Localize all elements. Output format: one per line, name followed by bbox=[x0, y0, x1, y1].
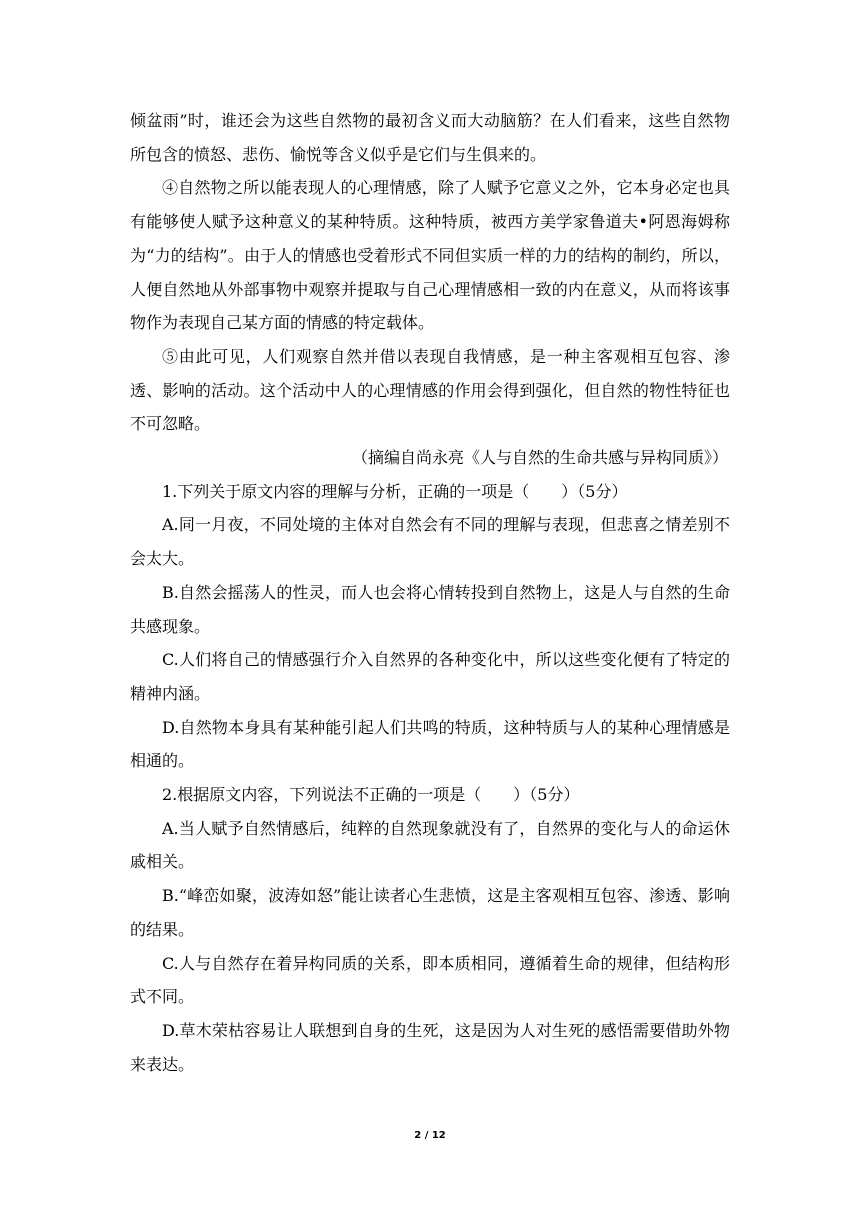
option-c: C.人与自然存在着异构同质的关系，即本质相同，遵循着生命的规律，但结构形式不同。 bbox=[130, 953, 730, 1007]
source-citation: （摘编自尚永亮《人与自然的生命共感与异构同质》） bbox=[351, 448, 728, 468]
option-d: D.草木荣枯容易让人联想到自身的生死，这是因为人对生死的感悟需要借助外物来表达。 bbox=[130, 1020, 730, 1074]
passage-paragraph: ⑤由此可见，人们观察自然并借以表现自我情感，是一种主客观相互包容、渗透、影响的活动。这个活动中人的心理情感的作用会得到强化，但自然的物性特征也不可忽略。 bbox=[130, 346, 730, 434]
passage-paragraph: 倾盆雨”时，谁还会为这些自然物的最初含义而大动脑筋？在人们看来，这些自然物所包含的愤怒、悲伤、愉悦等含义似乎是它们与生俱来的。 bbox=[130, 111, 730, 164]
option-b: B.“峰峦如聚，波涛如怒”能让读者心生悲愤，这是主客观相互包容、渗透、影响的结果。 bbox=[130, 886, 730, 939]
passage-paragraph: ④自然物之所以能表现人的心理情感，除了人赋予它意义之外，它本身必定也具有能够使人赋予这种意义的某种特质。这种特质，被西方美学家鲁道夫•阿恩海姆称为“力的结构”。由于人的情感也受着形式不同但实质一样的力的结构的制约，所以，人便自然地从外部事物中观察并提取与自己心理情感相一致的内在意义，从而将该事物作为表现自己某方面的情感的特定载体。 bbox=[130, 178, 730, 333]
option-b: B.自然会摇荡人的性灵，而人也会将心情转投到自然物上，这是人与自然的生命共感现象。 bbox=[130, 582, 730, 636]
document-page bbox=[130, 104, 730, 1081]
question-stem: 1.下列关于原文内容的理解与分析，正确的一项是（ ）（5分） bbox=[162, 481, 628, 501]
question-stem: 2.根据原文内容，下列说法不正确的一项是（ ）（5分） bbox=[162, 785, 580, 805]
option-a: A.同一月夜，不同处境的主体对自然会有不同的理解与表现，但悲喜之情差别不会太大。 bbox=[130, 515, 730, 569]
option-d: D.自然物本身具有某种能引起人们共鸣的特质，这种特质与人的某种心理情感是相通的。 bbox=[130, 717, 730, 771]
page-number: 2 / 12 bbox=[414, 1130, 446, 1141]
option-a: A.当人赋予自然情感后，纯粹的自然现象就没有了，自然界的变化与人的命运休戚相关。 bbox=[130, 818, 730, 872]
option-c: C.人们将自己的情感强行介入自然界的各种变化中，所以这些变化便有了特定的精神内涵。 bbox=[130, 650, 730, 703]
